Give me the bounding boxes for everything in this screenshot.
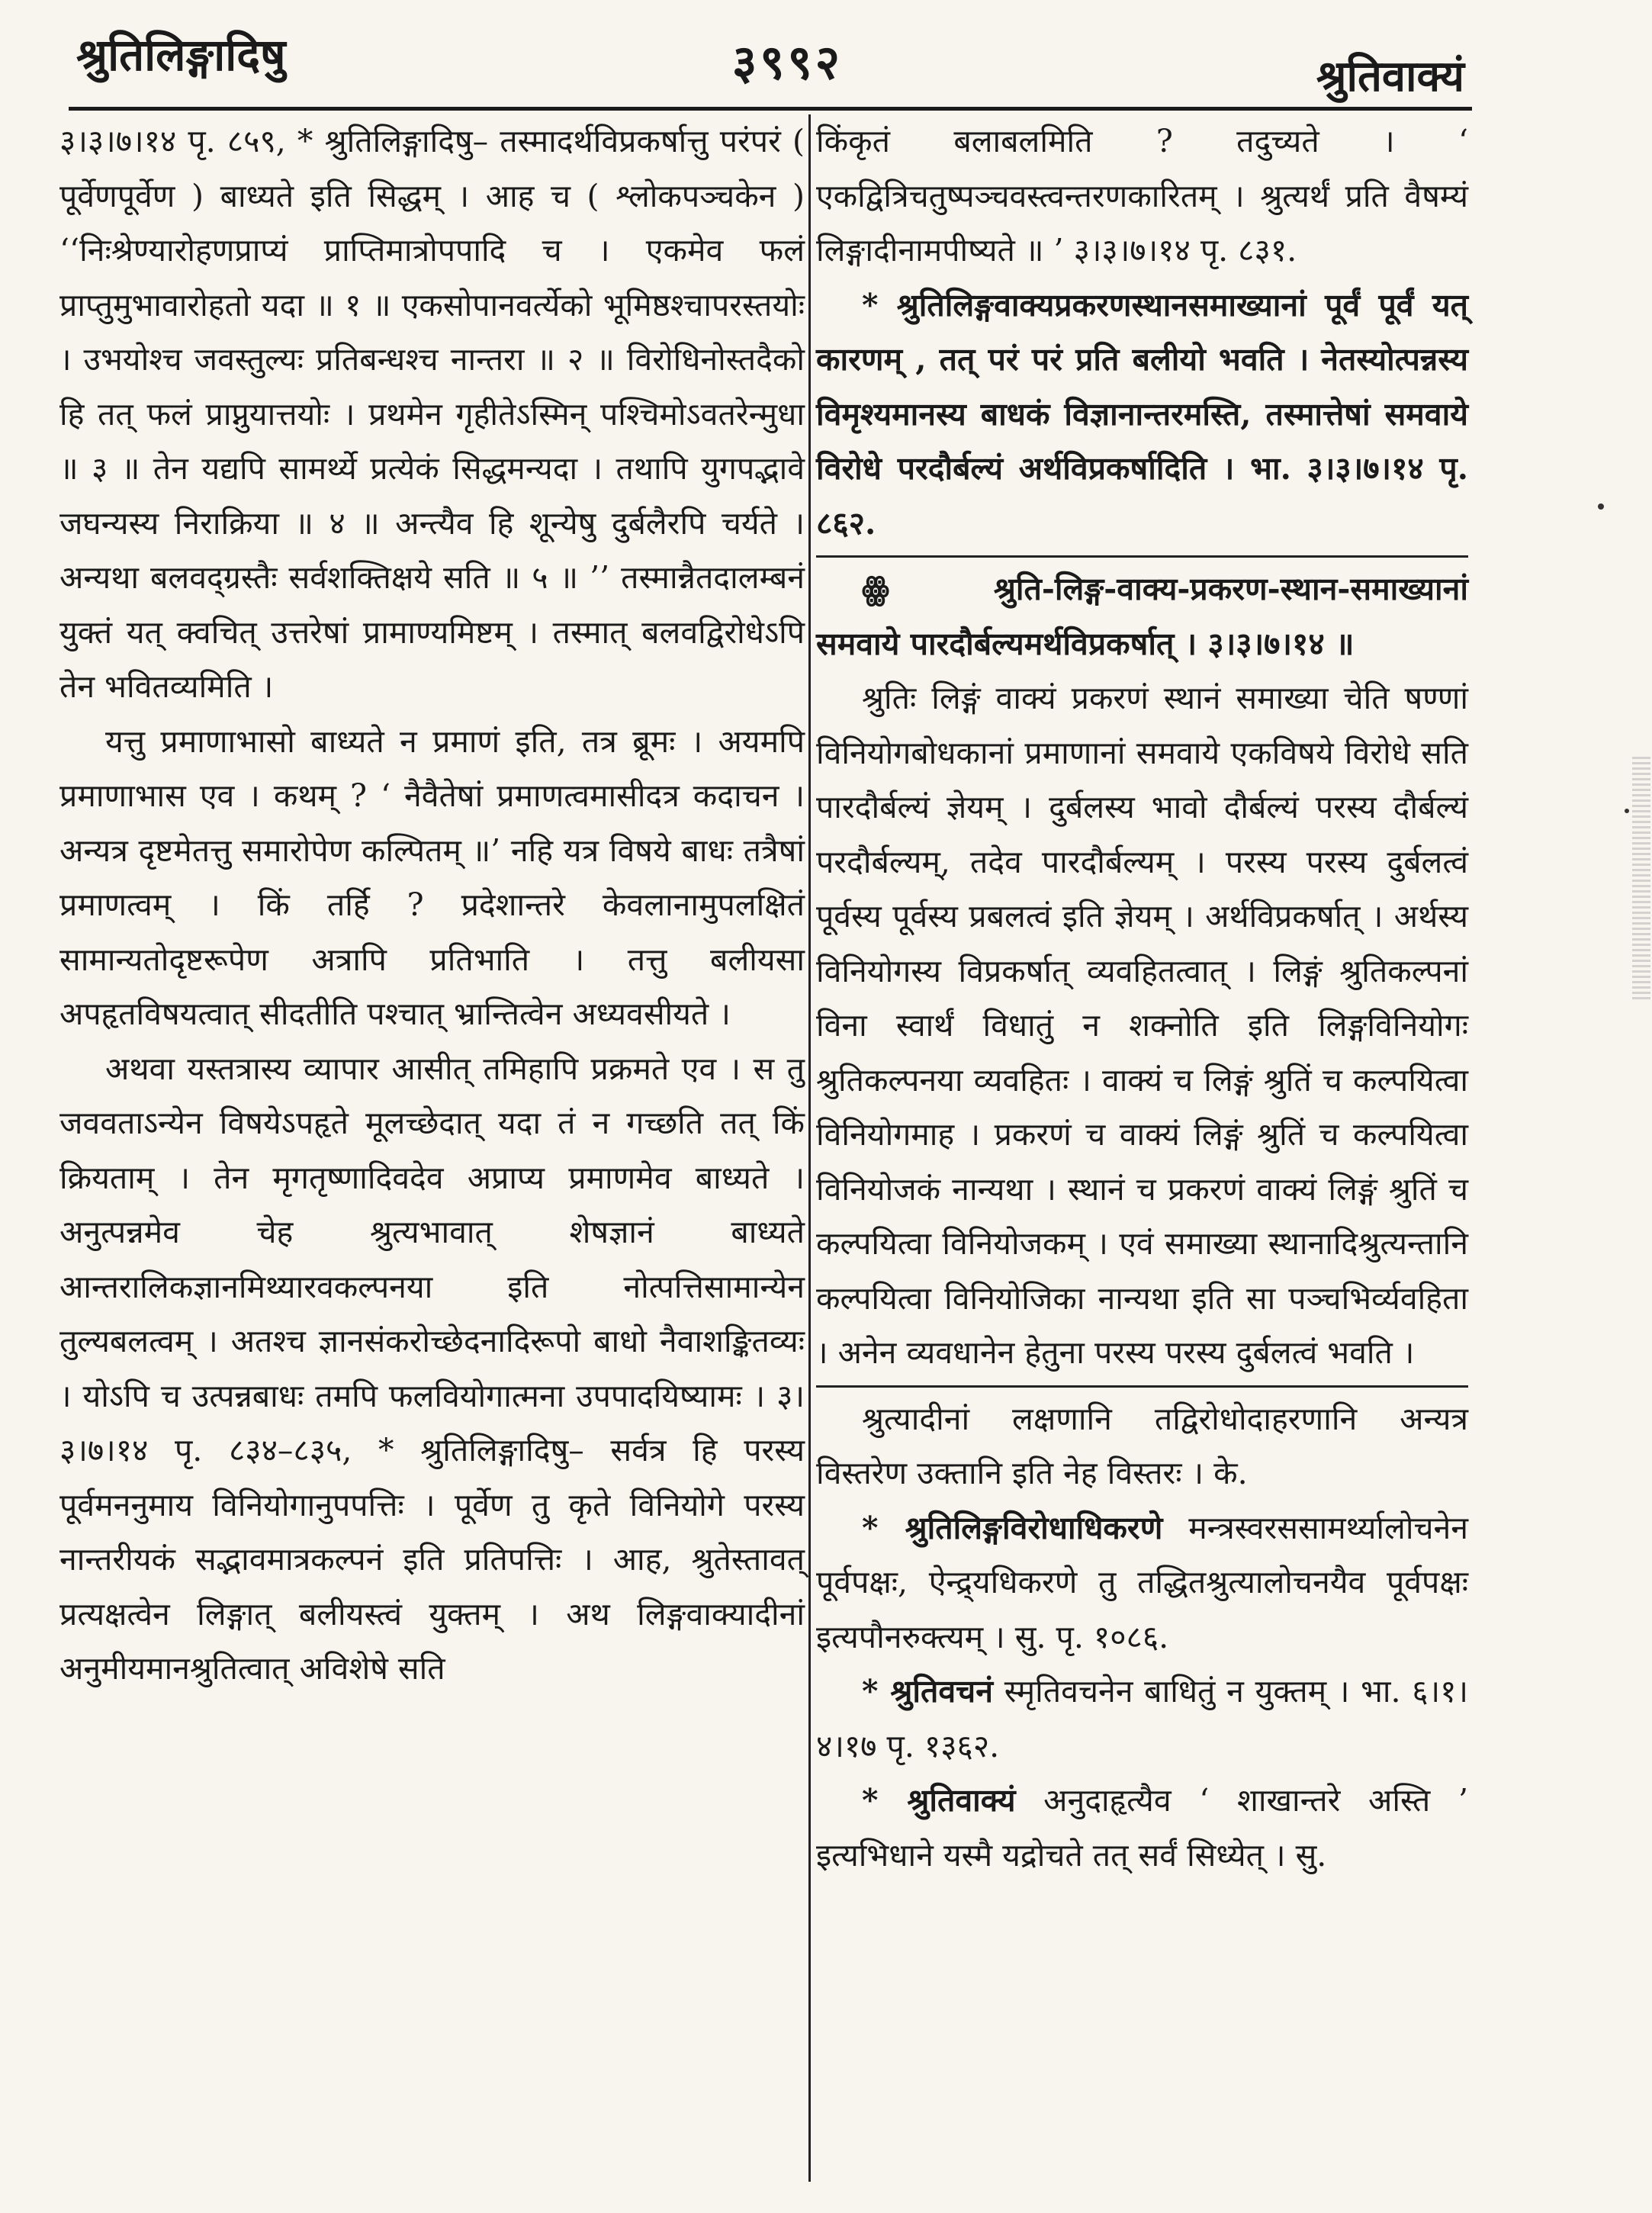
- header-right-title: श्रुतिवाक्यं: [1316, 51, 1464, 101]
- page-header: [69, 15, 1464, 114]
- header-left-title: श्रुतिलिङ्गादिषु: [76, 29, 286, 81]
- left-column: [59, 114, 805, 1697]
- sutra-mark-icon: ꙮ: [862, 571, 890, 607]
- right-paragraph-5-head: * श्रुतिलिङ्गविरोधाधिकरणे: [862, 1509, 1163, 1546]
- header-rule: [69, 107, 1472, 111]
- sutra-body: श्रुति-लिङ्ग-वाक्य-प्रकरण-स्थान-समाख्यानां समवाये पारदौर्बल्यमर्थविप्रकर्षात् । ३।३।७।१४ ॥: [816, 571, 1468, 662]
- left-paragraph-3: अथवा यस्तत्रास्य व्यापार आसीत् तमिहापि प्रक्रमते एव । स तु जववताऽन्येन विषयेऽपहृते मूलच्छेदात् यदा तं न गच्छति तत् किं क्रियताम् । तेन मृगतृष्णादिवदेव अप्राप्य प्रमाणमेव बाध्यते । अनुत्पन्नमेव चेह श्रुत्यभावात् शेषज्ञानं बाध्यते आन्तरालिकज्ञानमिथ्यारवकल्पनया इति नोत्पत्तिसामान्येन तुल्यबलत्वम् । अतश्च ज्ञानसंकरोच्छेदनादिरूपो बाधो नैवाशङ्कितव्यः । योऽपि च उत्पन्नबाधः तमपि फलवियोगात्मना उपपादयिष्यामः । ३।३।७।१४ पृ. ८३४–८३५, * श्रुतिलिङ्गादिषु– सर्वत्र हि परस्य पूर्वमननुमाय विनियोगानुपपत्तिः । पूर्वेण तु कृते विनियोगे परस्य नान्तरीयकं सद्भावमात्रकल्पनं इति प्रतिपत्तिः । आह, श्रुतेस्तावत् प्रत्यक्षत्वेन लिङ्गात् बलीयस्त्वं युक्तम् । अथ लिङ्गवाक्यादीनां अनुमीयमानश्रुतित्वात् अविशेषे सति: [59, 1050, 805, 1687]
- right-paragraph-7-head: * श्रुतिवाक्यं: [862, 1782, 1016, 1819]
- right-paragraph-7-body: अनुदाहृत्यैव ‘ शाखान्तरे अस्ति ’ इत्यभिधाने यस्मै यद्रोचते तत् सर्वं सिध्येत् । सु.: [816, 1782, 1468, 1874]
- left-paragraph-1: ३।३।७।१४ पृ. ८५९, * श्रुतिलिङ्गादिषु– तस्मादर्थविप्रकर्षात्तु परंपरं ( पूर्वेणपूर्वेण ) बाध्यते इति सिद्धम् । आह च ( श्लोकपञ्चकेन ) ‘‘निःश्रेण्यारोहणप्राप्यं प्राप्तिमात्रोपपादि च । एकमेव फलं प्राप्तुमुभावारोहतो यदा ॥ १ ॥ एकसोपानवर्त्येको भूमिष्ठश्चापरस्तयोः । उभयोश्च जवस्तुल्यः प्रतिबन्धश्च नान्तरा ॥ २ ॥ विरोधिनोस्तदैको हि तत् फलं प्राप्नुयात्तयोः । प्रथमेन गृहीतेऽस्मिन् पश्चिमोऽवतरेन्मुधा ॥ ३ ॥ तेन यद्यपि सामर्थ्ये प्रत्येकं सिद्धमन्यदा । तथापि युगपद्भावे जघन्यस्य निराक्रिया ॥ ४ ॥ अन्त्यैव हि शून्येषु दुर्बलैरपि चर्यते । अन्यथा बलवद्ग्रस्तैः सर्वशक्तिक्षये सति ॥ ५ ॥ ’’ तस्मान्नैतदालम्बनं युक्तं यत् क्वचित् उत्तरेषां प्रामाण्यमिष्टम् । तस्मात् बलवद्विरोधेऽपि तेन भवितव्यमिति ।: [59, 123, 805, 705]
- sutra-text: [816, 562, 1468, 671]
- section-rule-2: [816, 1385, 1468, 1388]
- right-paragraph-2-head: * श्रुतिलिङ्गवाक्यप्रकरणस्थानसमाख्यानां पूर्वं पूर्वं यत् कारणम् , तत् परं परं प्रति बलीयो भवति ।: [816, 286, 1468, 378]
- right-column: [816, 114, 1468, 1883]
- right-paragraph-2: [816, 278, 1468, 552]
- right-paragraph-6: [816, 1665, 1468, 1774]
- right-paragraph-5-body: मन्त्रस्वरससामर्थ्यालोचनेन पूर्वपक्षः, ऐन्द्र्यधिकरणे तु तद्धितश्रुत्यालोचनयैव पूर्वपक्षः इत्यपौनरुक्त्यम् । सु. पृ. १०८६.: [816, 1509, 1468, 1655]
- scan-speck: [1598, 503, 1604, 510]
- right-paragraph-5: [816, 1501, 1468, 1665]
- scan-edge-noise: [1632, 755, 1650, 999]
- column-divider: [808, 114, 811, 2182]
- right-paragraph-6-body: स्मृतिवचनेन बाधितुं न युक्तम् । भा. ६।१।४।१७ पृ. १३६२.: [816, 1673, 1468, 1764]
- right-paragraph-3: श्रुतिः लिङ्गं वाक्यं प्रकरणं स्थानं समाख्या चेति षण्णां विनियोगबोधकानां प्रमाणानां समवाये एकविषये विरोधे सति पारदौर्बल्यं ज्ञेयम् । दुर्बलस्य भावो दौर्बल्यं परस्य दौर्बल्यं परदौर्बल्यम्, तदेव पारदौर्बल्यम् । परस्य परस्य दुर्बलत्वं पूर्वस्य पूर्वस्य प्रबलत्वं इति ज्ञेयम् । अर्थविप्रकर्षात् । अर्थस्य विनियोगस्य विप्रकर्षात् व्यवहितत्वात् । लिङ्गं श्रुतिकल्पनां विना स्वार्थं विधातुं न शक्नोति इति लिङ्गविनियोगः श्रुतिकल्पनया व्यवहितः । वाक्यं च लिङ्गं श्रुतिं च कल्पयित्वा विनियोगमाह । प्रकरणं च वाक्यं लिङ्गं श्रुतिं च कल्पयित्वा विनियोजकं नान्यथा । स्थानं च प्रकरणं वाक्यं लिङ्गं श्रुतिं च कल्पयित्वा विनियोजकम् । एवं समाख्या स्थानादिश्रुत्यन्तानि कल्पयित्वा विनियोजिका नान्यथा इति सा पञ्चभिर्व्यवहिता । अनेन व्यवधानेन हेतुना परस्य परस्य दुर्बलत्वं भवति ।: [816, 680, 1468, 1371]
- scan-speck: [1625, 809, 1629, 813]
- left-paragraph-2: यत्तु प्रमाणाभासो बाध्यते न प्रमाणं इति, तत्र ब्रूमः । अयमपि प्रमाणाभास एव । कथम् ? ‘ नैवैतेषां प्रमाणत्वमासीदत्र कदाचन । अन्यत्र दृष्टमेतत्तु समारोपेण कल्पितम् ॥’ नहि यत्र विषये बाधः तत्रैषां प्रमाणत्वम् । किं तर्हि ? प्रदेशान्तरे केवलानामुपलक्षितं सामान्यतोदृष्टरूपेण अत्रापि प्रतिभाति । तत्तु बलीयसा अपहृतविषयत्वात् सीदतीति पश्चात् भ्रान्तित्वेन अध्यवसीयते ।: [59, 722, 805, 1032]
- right-paragraph-4: श्रुत्यादीनां लक्षणानि तद्विरोधोदाहरणानि अन्यत्र विस्तरेण उक्तानि इति नेह विस्तरः । के.: [816, 1400, 1468, 1491]
- right-paragraph-2-body: नेतस्योत्पन्नस्य विमृश्यमानस्य बाधकं विज्ञानान्तरमस्ति, तस्मात्तेषां समवाये विरोधे परदौर्बल्यं अर्थविप्रकर्षादिति । भा. ३।३।७।१४ पृ. ८६२.: [816, 341, 1468, 542]
- right-paragraph-6-head: * श्रुतिवचनं: [862, 1673, 993, 1710]
- section-rule-1: [816, 555, 1468, 558]
- right-paragraph-1: किंकृतं बलाबलमिति ? तदुच्यते । ‘ एकद्वित्रिचतुष्पञ्चवस्त्वन्तरणकारितम् । श्रुत्यर्थं प्रति वैषम्यं लिङ्गादीनामपीष्यते ॥ ’ ३।३।७।१४ पृ. ८३१.: [816, 123, 1468, 269]
- right-paragraph-7: [816, 1774, 1468, 1883]
- page-number: ३९९२: [732, 34, 843, 90]
